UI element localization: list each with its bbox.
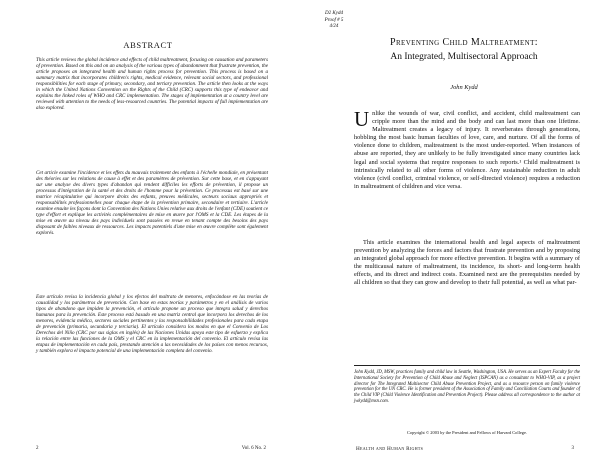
body-paragraph-1-text: nlike the wounds of war, civil conflict, and accident, child maltreatment can cripple more than the mind and the body and can last more than one lifetime. Maltreatment creates a legacy of injury. It reverberates through generations, hobbling the most basic human faculties of love, care, and nurture. Of all the forms of violence done to children, maltreatment is the most under-reported. When instances of abuse are reported, they are unlikely to be fully investigated since many countries lack legal and social systems that require responses to such reports.¹ Child maltreatment is intrinsically related to all other forms of violence. Any sustainable reduction in adult violence (civil conflict, criminal violence, or self-directed violence) requires a reduction in maltreatment of children and vice versa. — [354, 110, 580, 190]
author-footnote: John Kydd, JD, MSW, practices family and child law in Seattle, Washington, USA. He serves as an Expert Faculty for the International Society for Prevention of Child Abuse and Neglect (ISPCAN) as a consultant to WHO-VIP, as a project director for The Integrated Multisector Child Abuse Prevention Project, and as a resource person on family violence prevention for the UN CRC. He is former president of the Association of Family and Conciliation Courts and founder of the Child VIP (Child Violence Identification and Prevention Project). Please address all correspondence to the author at jwkydd@msn.com. — [354, 370, 580, 404]
right-page — [300, 0, 600, 464]
drop-cap: U — [354, 107, 370, 131]
abstract-heading: ABSTRACT — [123, 40, 173, 50]
left-page-number: 2 — [36, 446, 39, 451]
article-author: John Kydd — [450, 84, 478, 91]
right-page-number: 3 — [571, 446, 574, 451]
copyright-line: Copyright © 2003 by the President and Fellows of Harvard College. — [406, 430, 528, 435]
abstract-english: This article reviews the global incidence and effects of child maltreatment, focusing on causation and parameters of prevention. Based on this and on an analysis of the various types of abandonment that frustrate prevention, the article proposes an integrated health and human rights process for prevention. This process is based on a summary matrix that incorporates children's rights, medical evidence, relevant social sectors, and professional responsibilities for each stage of primary, secondary, and tertiary prevention. The article then looks at the ways in which the United Nations Convention on the Rights of the Child (CRC) supports this type of endeavor and explains the linked roles of WHO and CRC implementation. The stages of implementation at a country level are reviewed with attention to the needs of less-resourced countries. The potential impacts of full implementation are also explored. — [36, 57, 268, 112]
body-paragraph-1 — [354, 107, 580, 191]
abstract-french: Cet article examine l'incidence et les effets du mauvais traitement des enfants à l'échelle mondiale, en présentant des théories sur les relations de cause à effet et des paramètres de prévention. Sur cette base, et en s'appuyant sur une analyse des divers types d'abandon qui rendent difficiles les efforts de prévention, il propose un processus d'intégration de la santé et des droits de l'homme pour la prévention. Ce processus est basé sur une matrice récapitulative qui incorpore droits des enfants, preuves médicales, secteurs sociaux appropriés et responsabilités professionnelles pour chaque étape de la prévention primaire, secondaire et tertiaire. L'article examine ensuite les façons dont la Convention des Nations Unies relative aux droits de l'enfant (CDE) soutient ce type d'effort et explique les activités complémentaires de mise en œuvre par l'OMS et la CDE. Les étapes de la mise en œuvre au niveau des pays individuels sont passées en revue en tenant compte des besoins des pays disposant de faibles niveaux de ressources. Les impacts potentiels d'une mise en œuvre complète sont également explorés. — [36, 170, 268, 237]
abstract-spanish: Este artículo revisa la incidencia global y los efectos del maltrato de menores, enfocándose en las teorías de causalidad y los parámetros de prevención. Con base en estas teorías y parámetros y en el análisis de varios tipos de abandono que impiden la prevención, el artículo propone un proceso que integra salud y derechos humanos para la prevención. Este proceso está basado en una matriz central que incorpora los derechos de los menores, evidencia médica, sectores sociales pertinentes y las responsabilidades profesionales para cada etapa de prevención (primaria, secundaria y terciaria). El artículo considera los modos en que el Convenio de Los Derechos del Niño (CRC por sus siglas en inglés) de las Naciones Unidas apoya este tipo de esfuerzo y explica la relación entre las funciones de la OMS y el CRC en la implementación del convenio. El artículo revisa las etapas de implementación en cada país, prestando atención a las necesidades de los países con menos recursos, y también explora el impacto potencial de una implementación completa del convenio. — [36, 294, 268, 355]
body-paragraph-2: This article examines the international health and legal aspects of maltreatment prevention by analyzing the forces and factors that frustrate prevention and by proposing an integrated global approach for more effective prevention. It begins with a summary of the multicausal nature of maltreatment, its incidence, its short- and long-term health effects, and its direct and indirect costs. Examined next are the prerequisites needed by all children so that they can grow and develop to their full potential, as well as what par- — [354, 239, 580, 287]
proof-stamp — [314, 11, 354, 31]
article-title: Preventing Child Maltreatment: — [390, 37, 538, 48]
proof-line: 4/24 — [329, 24, 339, 29]
footnote-rule — [354, 365, 580, 366]
proof-line: Proof # 5 — [324, 17, 344, 23]
journal-name: Health and Human Rights — [356, 446, 424, 452]
proof-line: D2 Kydd — [325, 11, 343, 16]
left-page — [0, 0, 296, 464]
left-page-volume: Vol. 6 No. 2 — [241, 446, 266, 451]
article-subtitle: An Integrated, Multisectoral Approach — [390, 52, 538, 62]
